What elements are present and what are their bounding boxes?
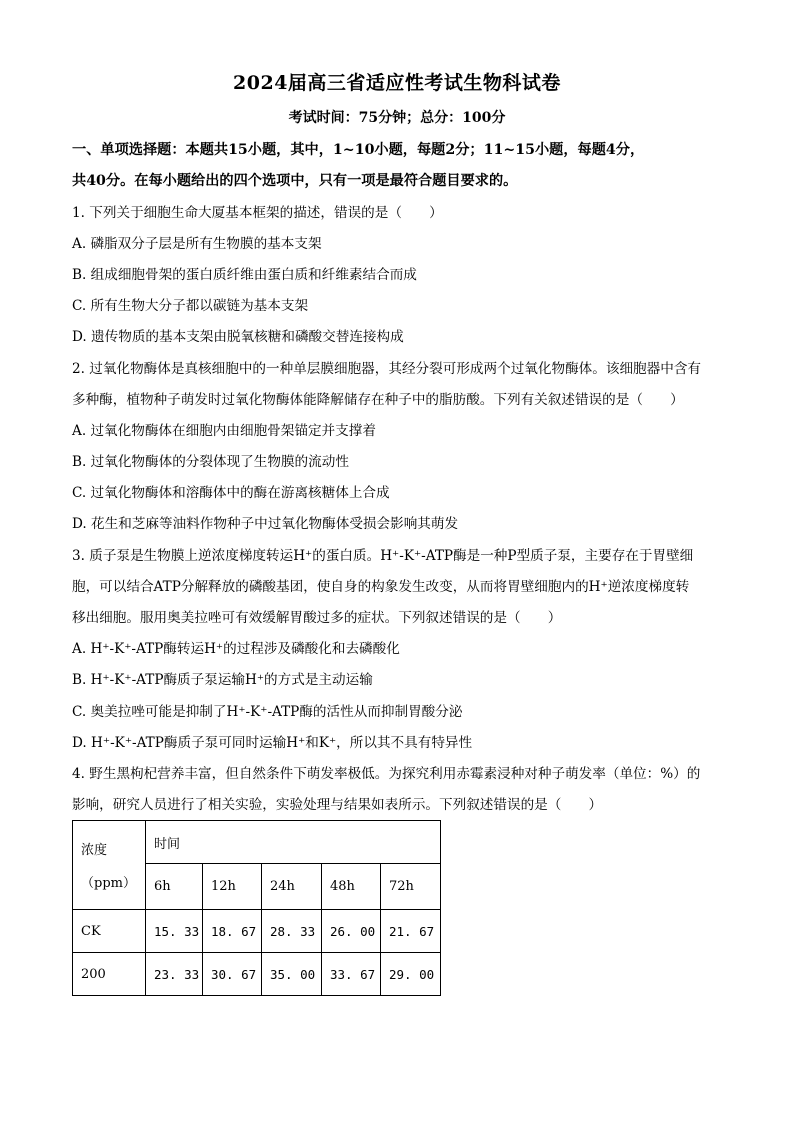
question-1-option-c: C. 所有生物大分子都以碳链为基本支架	[72, 298, 309, 314]
question-3-option-a: A. H⁺-K⁺-ATP酶转运H⁺的过程涉及磷酸化和去磷酸化	[72, 641, 400, 657]
table-cell: 28. 33	[262, 910, 322, 953]
question-2-option-a: A. 过氧化物酶体在细胞内由细胞骨架锚定并支撑着	[72, 423, 376, 439]
table-cell: 15. 33	[146, 910, 203, 953]
question-1-option-b: B. 组成细胞骨架的蛋白质纤维由蛋白质和纤维素结合而成	[72, 267, 417, 283]
table-cell: 35. 00	[262, 953, 322, 996]
table-cell: 33. 67	[322, 953, 381, 996]
question-3-stem-line-3: 移出细胞。服用奥美拉唑可有效缓解胃酸过多的症状。下列叙述错误的是（ ）	[72, 610, 562, 626]
table-cell: 26. 00	[322, 910, 381, 953]
table-row	[73, 953, 441, 996]
question-2-option-b: B. 过氧化物酶体的分裂体现了生物膜的流动性	[72, 454, 349, 470]
germination-rate-table	[72, 820, 441, 996]
question-2-option-d: D. 花生和芝麻等油料作物种子中过氧化物酶体受损会影响其萌发	[72, 516, 459, 532]
question-3-stem-line-2: 胞，可以结合ATP分解释放的磷酸基团，使自身的构象发生改变，从而将胃壁细胞内的H⁺逆浓度梯度转	[72, 579, 690, 595]
table-row	[73, 910, 441, 953]
time-header-24h: 24h	[262, 864, 322, 910]
table-cell: 21. 67	[381, 910, 441, 953]
time-header-72h: 72h	[381, 864, 441, 910]
table-cell: 30. 67	[203, 953, 262, 996]
question-4-stem-line-1: 4. 野生黑枸杞营养丰富，但自然条件下萌发率极低。为探究利用赤霉素浸种对种子萌发率（单位：%）的	[72, 766, 701, 782]
question-2-option-c: C. 过氧化物酶体和溶酶体中的酶在游离核糖体上合成	[72, 485, 390, 501]
time-header-48h: 48h	[322, 864, 381, 910]
question-2-stem-line-2: 多种酶，植物种子萌发时过氧化物酶体能降解储存在种子中的脂肪酸。下列有关叙述错误的是（ ）	[72, 392, 684, 408]
question-3-stem-line-1: 3. 质子泵是生物膜上逆浓度梯度转运H⁺的蛋白质。H⁺-K⁺-ATP酶是一种P型质子泵，主要存在于胃壁细	[72, 548, 694, 564]
time-header-cell: 时间	[146, 821, 441, 864]
exam-info: 考试时间：75分钟；总分：100分	[288, 110, 506, 126]
question-1-option-d: D. 遗传物质的基本支架由脱氧核糖和磷酸交替连接构成	[72, 329, 404, 345]
concentration-header-cell	[73, 821, 146, 910]
concentration-unit: （ppm）	[81, 876, 136, 891]
question-1-option-a: A. 磷脂双分子层是所有生物膜的基本支架	[72, 236, 322, 252]
table-cell: 29. 00	[381, 953, 441, 996]
row-label-200: 200	[73, 953, 146, 996]
question-3-option-b: B. H⁺-K⁺-ATP酶质子泵运输H⁺的方式是主动运输	[72, 672, 373, 688]
section-instructions-line-2: 共40分。在每小题给出的四个选项中，只有一项是最符合题目要求的。	[72, 173, 518, 189]
question-3-option-d: D. H⁺-K⁺-ATP酶质子泵可同时运输H⁺和K⁺，所以其不具有特异性	[72, 735, 473, 751]
time-header-12h: 12h	[203, 864, 262, 910]
question-4-stem-line-2: 影响，研究人员进行了相关实验，实验处理与结果如表所示。下列叙述错误的是（ ）	[72, 797, 603, 813]
question-2-stem-line-1: 2. 过氧化物酶体是真核细胞中的一种单层膜细胞器，其经分裂可形成两个过氧化物酶体。该细胞器中含有	[72, 361, 702, 377]
question-1-stem: 1. 下列关于细胞生命大厦基本框架的描述，错误的是（ ）	[72, 205, 443, 221]
section-instructions-line-1: 一、单项选择题：本题共15小题，其中，1~10小题，每题2分；11~15小题，每题4分，	[72, 142, 645, 158]
page-title: 2024届高三省适应性考试生物科试卷	[233, 72, 561, 94]
question-3-option-c: C. 奥美拉唑可能是抑制了H⁺-K⁺-ATP酶的活性从而抑制胃酸分泌	[72, 704, 463, 720]
concentration-label: 浓度	[81, 843, 108, 858]
table-cell: 18. 67	[203, 910, 262, 953]
row-label-ck: CK	[73, 910, 146, 953]
time-header-6h: 6h	[146, 864, 203, 910]
table-cell: 23. 33	[146, 953, 203, 996]
